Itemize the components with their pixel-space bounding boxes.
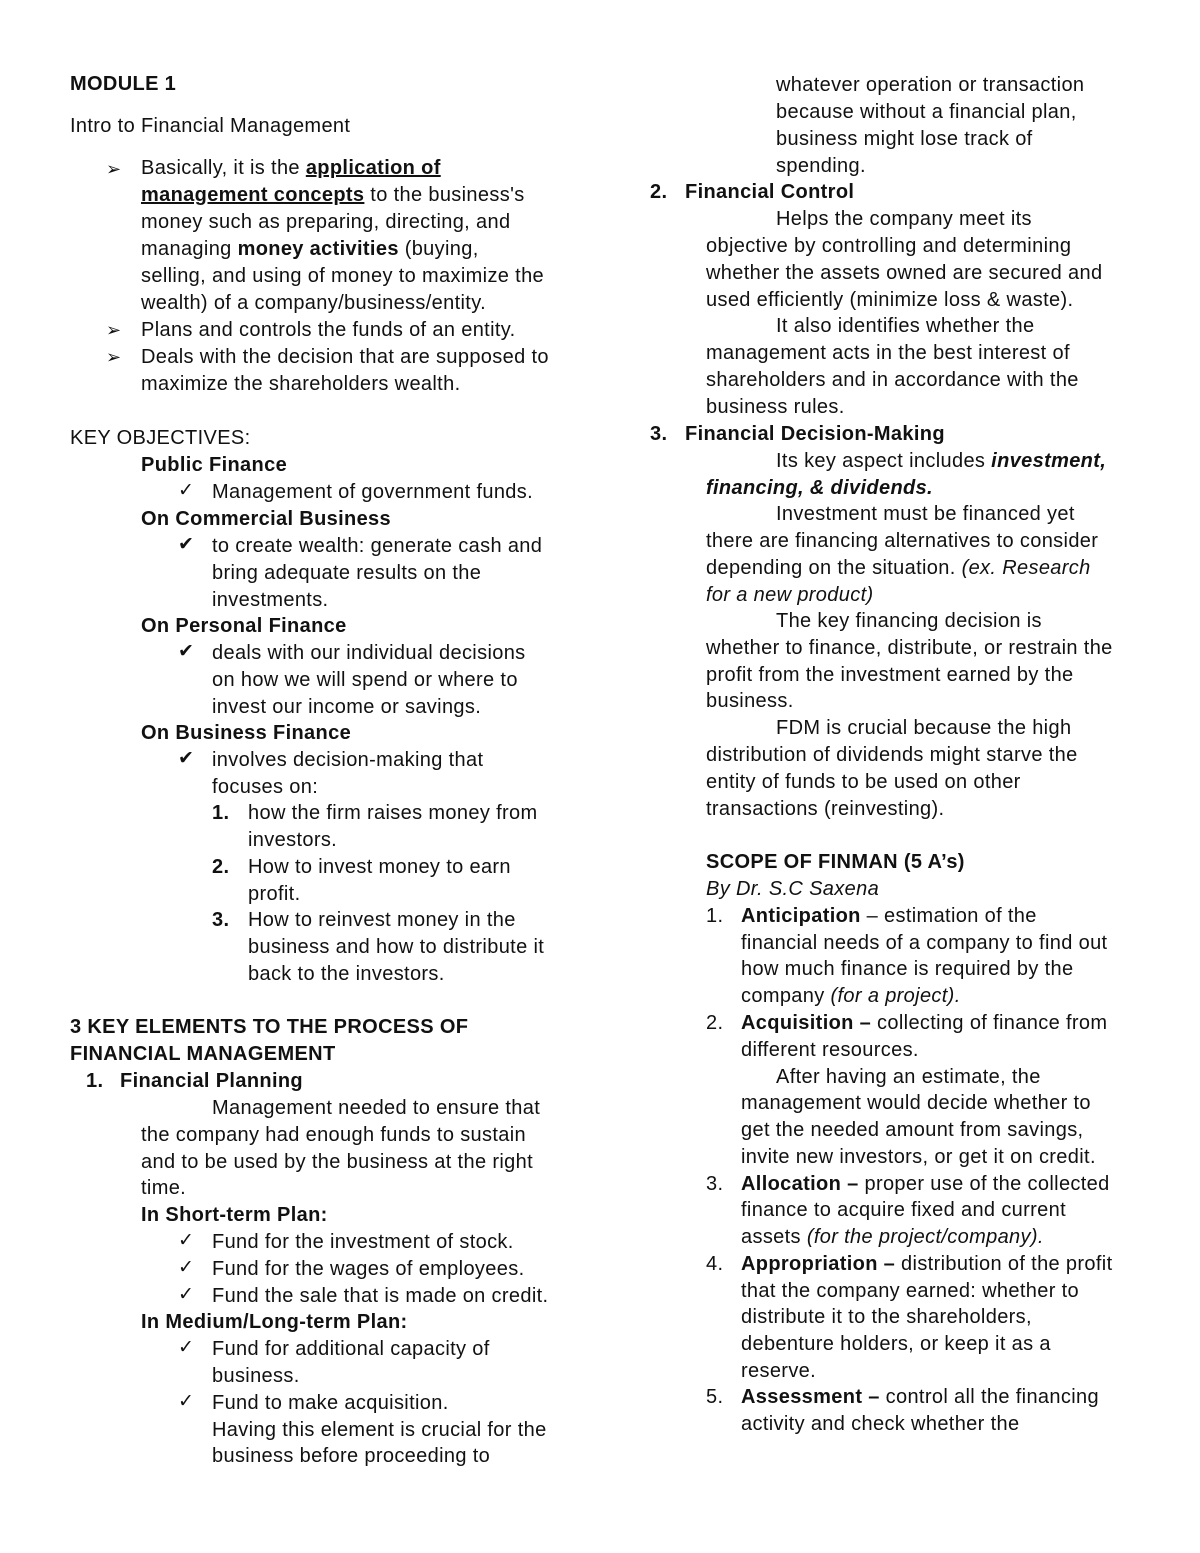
scope-item: Acquisition – collecting of finance from	[741, 1012, 1108, 1034]
bullet-line: management concepts to the business's	[141, 184, 525, 206]
plan-title: In Short-term Plan:	[141, 1204, 328, 1226]
bullet-line: Basically, it is the application of	[141, 157, 441, 179]
objective-title: On Business Finance	[141, 722, 352, 744]
paragraph-line: business.	[706, 690, 794, 712]
plan-item: Fund for the wages of employees.	[212, 1258, 525, 1280]
paragraph-line: Its key aspect includes investment,	[776, 450, 1107, 472]
section-heading: FINANCIAL MANAGEMENT	[70, 1043, 336, 1065]
paragraph-line: used efficiently (minimize loss & waste).	[706, 289, 1074, 311]
objective-item: focuses on:	[212, 776, 319, 798]
scope-item: management would decide whether to	[741, 1092, 1091, 1114]
list-item: how the firm raises money from	[248, 802, 538, 824]
paragraph-line: management acts in the best interest of	[706, 342, 1070, 364]
objective-item: on how we will spend or where to	[212, 669, 518, 691]
checkmark-icon: ✓	[178, 1284, 195, 1305]
objective-item: involves decision-making that	[212, 749, 484, 771]
paragraph-line: the company had enough funds to sustain	[141, 1124, 527, 1146]
checkmark-icon: ✓	[178, 480, 195, 501]
scope-item: Allocation – proper use of the collected	[741, 1173, 1110, 1195]
paragraph-line: business rules.	[706, 396, 845, 418]
arrow-bullet-icon: ➢	[106, 320, 122, 340]
list-number: 2.	[706, 1012, 724, 1034]
objective-item: deals with our individual decisions	[212, 642, 526, 664]
objective-item: investments.	[212, 589, 329, 611]
key-objectives-heading: KEY OBJECTIVES:	[70, 427, 251, 449]
arrow-bullet-icon: ➢	[106, 347, 122, 367]
checkmark-icon: ✓	[178, 1337, 195, 1358]
paragraph-line: business might lose track of	[776, 128, 1033, 150]
bullet-line: selling, and using of money to maximize the	[141, 265, 545, 287]
list-item: profit.	[248, 883, 301, 905]
scope-item: assets (for the project/company).	[741, 1226, 1044, 1248]
list-number: 1.	[706, 905, 724, 927]
element-title: Financial Planning	[120, 1070, 303, 1092]
list-number: 1.	[212, 802, 230, 824]
plan-title: In Medium/Long-term Plan:	[141, 1311, 408, 1333]
objective-item: invest our income or savings.	[212, 696, 482, 718]
element-title: Financial Decision-Making	[685, 423, 945, 445]
paragraph-line: and to be used by the business at the right	[141, 1151, 533, 1173]
scope-item: financial needs of a company to find out	[741, 932, 1108, 954]
list-number: 3.	[650, 423, 668, 445]
list-item: How to invest money to earn	[248, 856, 511, 878]
list-number: 4.	[706, 1253, 724, 1275]
checkmark-icon: ✓	[178, 1391, 195, 1412]
scope-item: Anticipation – estimation of the	[741, 905, 1037, 927]
scope-item: debenture holders, or keep it as a	[741, 1333, 1051, 1355]
arrow-bullet-icon: ➢	[106, 159, 122, 179]
section-heading: 3 KEY ELEMENTS TO THE PROCESS OF	[70, 1016, 469, 1038]
plan-note: business before proceeding to	[212, 1445, 491, 1467]
paragraph-line: It also identifies whether the	[776, 315, 1035, 337]
list-number: 3.	[212, 909, 230, 931]
paragraph-line: Helps the company meet its	[776, 208, 1032, 230]
paragraph-line: shareholders and in accordance with the	[706, 369, 1079, 391]
list-number: 5.	[706, 1386, 724, 1408]
checkmark-icon: ✔	[178, 534, 195, 555]
list-item: business and how to distribute it	[248, 936, 545, 958]
scope-item: Appropriation – distribution of the profit	[741, 1253, 1113, 1275]
plan-item: business.	[212, 1365, 300, 1387]
scope-item: reserve.	[741, 1360, 817, 1382]
paragraph-line: for a new product)	[706, 584, 874, 606]
scope-item: how much finance is required by the	[741, 958, 1074, 980]
checkmark-icon: ✓	[178, 1257, 195, 1278]
scope-item: that the company earned: whether to	[741, 1280, 1080, 1302]
paragraph-line: whether to finance, distribute, or restrain the	[706, 637, 1113, 659]
paragraph-line: whether the assets owned are secured and	[706, 262, 1103, 284]
paragraph-line: The key financing decision is	[776, 610, 1042, 632]
list-item: investors.	[248, 829, 338, 851]
paragraph-line: profit from the investment earned by the	[706, 664, 1074, 686]
bullet-line: money such as preparing, directing, and	[141, 211, 511, 233]
list-item: How to reinvest money in the	[248, 909, 516, 931]
plan-item: Fund for the investment of stock.	[212, 1231, 514, 1253]
list-number: 1.	[86, 1070, 104, 1092]
objective-item: to create wealth: generate cash and	[212, 535, 543, 557]
checkmark-icon: ✓	[178, 1230, 195, 1251]
scope-item: different resources.	[741, 1039, 919, 1061]
bullet-line: Plans and controls the funds of an entity.	[141, 319, 516, 341]
page-subtitle: Intro to Financial Management	[70, 115, 351, 137]
checkmark-icon: ✔	[178, 748, 195, 769]
objective-item: bring adequate results on the	[212, 562, 482, 584]
scope-item: get the needed amount from savings,	[741, 1119, 1084, 1141]
paragraph-line: objective by controlling and determining	[706, 235, 1072, 257]
paragraph-line: Management needed to ensure that	[212, 1097, 541, 1119]
scope-item: activity and check whether the	[741, 1413, 1020, 1435]
scope-item: distribute it to the shareholders,	[741, 1306, 1032, 1328]
scope-item: company (for a project).	[741, 985, 961, 1007]
scope-item: invite new investors, or get it on credit.	[741, 1146, 1096, 1168]
bullet-line: Deals with the decision that are supposed to	[141, 346, 549, 368]
paragraph-line: FDM is crucial because the high	[776, 717, 1072, 739]
paragraph-line: transactions (reinvesting).	[706, 798, 945, 820]
list-number: 2.	[212, 856, 230, 878]
plan-note: Having this element is crucial for the	[212, 1419, 547, 1441]
paragraph-line: entity of funds to be used on other	[706, 771, 1021, 793]
module-title: MODULE 1	[70, 73, 177, 95]
plan-item: Fund for additional capacity of	[212, 1338, 490, 1360]
scope-item: After having an estimate, the	[776, 1066, 1041, 1088]
objective-title: On Personal Finance	[141, 615, 347, 637]
objective-title: On Commercial Business	[141, 508, 392, 530]
list-number: 2.	[650, 181, 668, 203]
list-item: back to the investors.	[248, 963, 445, 985]
scope-author: By Dr. S.C Saxena	[706, 878, 880, 900]
objective-title: Public Finance	[141, 454, 288, 476]
bullet-line: managing money activities (buying,	[141, 238, 479, 260]
plan-item: Fund the sale that is made on credit.	[212, 1285, 549, 1307]
paragraph-line: distribution of dividends might starve the	[706, 744, 1078, 766]
bullet-line: maximize the shareholders wealth.	[141, 373, 461, 395]
checkmark-icon: ✔	[178, 641, 195, 662]
paragraph-line: time.	[141, 1177, 187, 1199]
paragraph-line: there are financing alternatives to consider	[706, 530, 1099, 552]
section-heading: SCOPE OF FINMAN (5 A’s)	[706, 851, 965, 873]
scope-item: finance to acquire fixed and current	[741, 1199, 1067, 1221]
paragraph-line: financing, & dividends.	[706, 477, 933, 499]
scope-item: Assessment – control all the financing	[741, 1386, 1099, 1408]
paragraph-line: depending on the situation. (ex. Research	[706, 557, 1091, 579]
paragraph-line: spending.	[776, 155, 866, 177]
list-number: 3.	[706, 1173, 724, 1195]
plan-item: Fund to make acquisition.	[212, 1392, 449, 1414]
paragraph-line: because without a financial plan,	[776, 101, 1077, 123]
paragraph-line: whatever operation or transaction	[776, 74, 1085, 96]
bullet-line: wealth) of a company/business/entity.	[141, 292, 486, 314]
paragraph-line: Investment must be financed yet	[776, 503, 1075, 525]
element-title: Financial Control	[685, 181, 855, 203]
objective-item: Management of government funds.	[212, 481, 534, 503]
